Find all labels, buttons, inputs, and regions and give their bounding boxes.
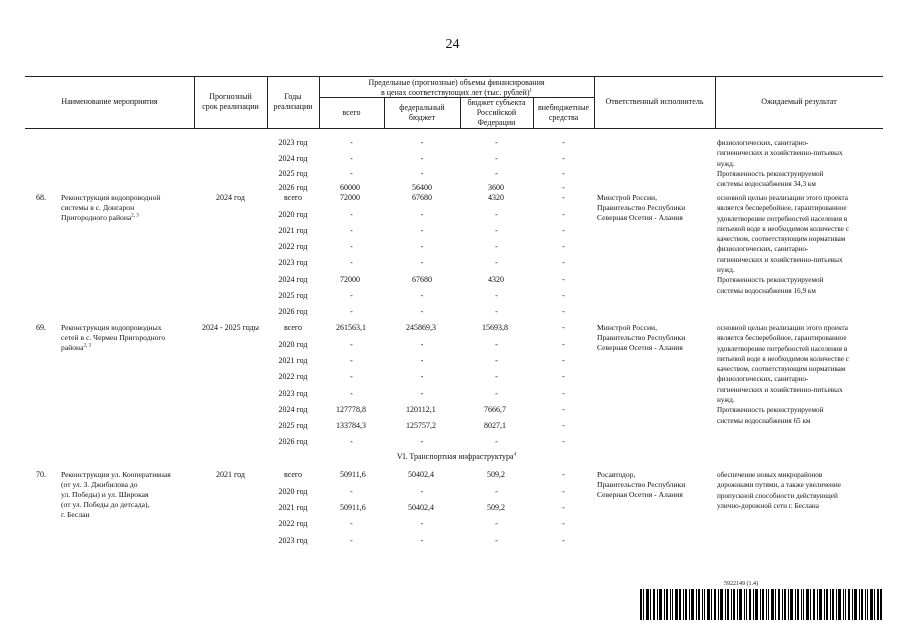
row-total: - — [350, 169, 353, 178]
row-year: 2022 год — [278, 372, 308, 381]
row-regional: - — [495, 519, 498, 528]
row-regional: - — [495, 356, 498, 365]
item-number: 68. — [36, 193, 46, 202]
row-extra: - — [562, 421, 565, 430]
row-extra: - — [562, 487, 565, 496]
header-total: всего — [342, 108, 361, 117]
row-total: - — [350, 372, 353, 381]
row-regional: 15693,8 — [482, 323, 508, 332]
row-regional: - — [495, 291, 498, 300]
row-extra: - — [562, 154, 565, 163]
row-year: 2023 год — [278, 258, 308, 267]
row-regional: 7666,7 — [484, 405, 506, 414]
row-year: 2021 год — [278, 226, 308, 235]
row-regional: - — [495, 242, 498, 251]
row-regional: - — [495, 487, 498, 496]
row-regional: 4320 — [488, 193, 504, 202]
row-year: 2026 год — [278, 183, 308, 192]
row-regional: - — [495, 258, 498, 267]
row-federal: - — [420, 372, 424, 381]
item-result: основной целью реализации этого проекта является бесперебойное, гарантированное удовлетворение потребностей населения в питьевой воде в необходимом количестве с качеством, соответствующим нормативам физиологических, санитарно- гигиенических и хозяйственно-питьевых нужд. Протяженность реконструируемой системы водоснабжения 16,9 км — [717, 194, 849, 295]
row-total: - — [350, 487, 353, 496]
row-federal: 50402,4 — [408, 470, 434, 479]
row-extra: - — [562, 210, 565, 219]
row-regional: - — [495, 210, 498, 219]
row-federal: - — [420, 169, 424, 178]
row-year: 2026 год — [278, 307, 308, 316]
row-year: 2021 год — [278, 356, 308, 365]
row-extra: - — [562, 291, 565, 300]
row-total: - — [350, 210, 353, 219]
row-federal: - — [420, 226, 424, 235]
row-extra: - — [562, 193, 565, 202]
row-regional: - — [495, 437, 498, 446]
row-total: 60000 — [340, 183, 360, 192]
header-years: Годы реализации — [273, 92, 313, 111]
row-year: всего — [283, 323, 302, 332]
item-name: Реконструкция ул. Кооперативная (от ул. З. Джибилова до ул. Победы) и ул. Широкая (от ул. Победы до детсада), г. Беслан — [61, 470, 171, 519]
row-extra: - — [562, 307, 565, 316]
row-federal: - — [420, 389, 424, 398]
barcode-image — [640, 589, 882, 620]
row-federal: 67680 — [412, 275, 432, 284]
row-year: 2020 год — [278, 210, 308, 219]
row-federal: 125757,2 — [406, 421, 436, 430]
row-regional: 3600 — [488, 183, 504, 192]
row-extra: - — [562, 503, 565, 512]
item-executor: Минстрой России, Правительство Республики Северная Осетия - Алания — [597, 323, 686, 352]
row-federal: - — [420, 307, 424, 316]
row-total: - — [350, 437, 353, 446]
row-year: 2025 год — [278, 291, 308, 300]
row-extra: - — [562, 470, 565, 479]
header-federal: федеральный бюджет — [399, 103, 445, 122]
row-federal: 50402,4 — [408, 503, 434, 512]
row-regional: - — [495, 389, 498, 398]
row-extra: - — [562, 437, 565, 446]
row-extra: - — [562, 169, 565, 178]
header-regional: бюджет субъекта Российской Федерации — [467, 98, 526, 127]
item-number: 69. — [36, 323, 46, 332]
row-extra: - — [562, 340, 565, 349]
row-regional: - — [495, 138, 498, 147]
row-total: 133784,3 — [336, 421, 366, 430]
section-heading: VI. Транспортная инфраструктура$^4$ — [396, 452, 517, 461]
header-result: Ожидаемый результат — [761, 97, 837, 106]
row-federal: 120112,1 — [406, 405, 436, 414]
row-extra: - — [562, 389, 565, 398]
row-federal: - — [420, 356, 424, 365]
row-federal: - — [420, 138, 424, 147]
item-term: 2021 год — [216, 470, 245, 479]
item-number: 70. — [36, 470, 46, 479]
row-total: 72000 — [340, 193, 360, 202]
row-year: 2020 год — [278, 340, 308, 349]
row-total: - — [350, 307, 353, 316]
row-regional: 4320 — [488, 275, 504, 284]
row-total: - — [350, 340, 353, 349]
row-year: 2025 год — [278, 169, 308, 178]
row-regional: - — [495, 340, 498, 349]
row-year: 2020 год — [278, 487, 308, 496]
row-federal: - — [420, 258, 424, 267]
row-regional: - — [495, 307, 498, 316]
row-total: 72000 — [340, 275, 360, 284]
item-name: Реконструкция водопроводной системы в с. Донгарон Пригородного района$^{2, 3}$ — [61, 193, 161, 222]
row-year: 2021 год — [278, 503, 308, 512]
table-top-border — [25, 76, 883, 77]
continuation-result: физиологических, санитарно- гигиенических и хозяйственно-питьевых нужд. Протяженность реконструируемой системы водоснабжения 34,3 км — [717, 139, 843, 189]
row-total: 50911,6 — [340, 503, 366, 512]
row-federal: - — [420, 210, 424, 219]
row-total: - — [350, 291, 353, 300]
row-total: 50911,6 — [340, 470, 366, 479]
row-year: 2024 год — [278, 275, 308, 284]
row-year: 2024 год — [278, 405, 308, 414]
row-federal: - — [420, 487, 424, 496]
table-header-bottom-border — [25, 128, 883, 129]
row-year: 2024 год — [278, 154, 308, 163]
row-total: - — [350, 536, 353, 545]
row-federal: 245869,3 — [406, 323, 436, 332]
row-federal: - — [420, 242, 424, 251]
item-term: 2024 - 2025 годы — [202, 323, 259, 332]
row-year: всего — [283, 193, 302, 202]
row-year: 2022 год — [278, 519, 308, 528]
item-term: 2024 год — [216, 193, 245, 202]
row-federal: - — [420, 437, 424, 446]
row-regional: 509,2 — [487, 470, 505, 479]
row-year: 2023 год — [278, 536, 308, 545]
row-regional: 8027,1 — [484, 421, 506, 430]
row-extra: - — [562, 275, 565, 284]
row-year: 2025 год — [278, 421, 308, 430]
row-total: - — [350, 389, 353, 398]
row-federal: - — [420, 519, 424, 528]
row-extra: - — [562, 356, 565, 365]
row-total: - — [350, 226, 353, 235]
row-federal: 56400 — [412, 183, 432, 192]
header-name: Наименование мероприятия — [61, 97, 158, 106]
row-year: 2023 год — [278, 138, 308, 147]
row-regional: - — [495, 536, 498, 545]
row-total: - — [350, 138, 353, 147]
header-funding: Предельные (прогнозные) объемы финансирования в ценах соответствующих лет (тыс. рублей)$^1$ — [368, 78, 545, 97]
row-regional: 509,2 — [487, 503, 505, 512]
row-extra: - — [562, 323, 565, 332]
page-number: 24 — [445, 37, 460, 52]
row-year: всего — [283, 470, 302, 479]
row-year: 2023 год — [278, 389, 308, 398]
row-regional: - — [495, 154, 498, 163]
row-total: 261563,1 — [336, 323, 366, 332]
row-extra: - — [562, 405, 565, 414]
row-extra: - — [562, 519, 565, 528]
item-name: Реконструкция водопроводных сетей в с. Чермен Пригородного района$^{2, 3}$ — [61, 323, 166, 352]
header-executor: Ответственный исполнитель — [605, 97, 704, 106]
header-extra: внебюджетные средства — [538, 103, 589, 122]
barcode-label: 5922149 (1.4) — [724, 581, 758, 587]
item-executor: Минстрой России, Правительство Республики Северная Осетия - Алания — [597, 193, 686, 222]
row-federal: - — [420, 291, 424, 300]
row-federal: - — [420, 154, 424, 163]
row-year: 2026 год — [278, 437, 308, 446]
row-federal: 67680 — [412, 193, 432, 202]
row-total: - — [350, 258, 353, 267]
row-extra: - — [562, 138, 565, 147]
row-extra: - — [562, 242, 565, 251]
row-extra: - — [562, 536, 565, 545]
row-federal: - — [420, 340, 424, 349]
row-extra: - — [562, 258, 565, 267]
row-federal: - — [420, 536, 424, 545]
item-executor: Росавтодор, Правительство Республики Северная Осетия - Алания — [597, 470, 686, 499]
header-term: Прогнозный срок реализации — [202, 92, 259, 111]
item-result: основной целью реализации этого проекта является бесперебойное, гарантированное удовлетворение потребностей населения в питьевой воде в необходимом количестве с качеством, соответствующим нормативам физиологических, санитарно- гигиенических и хозяйственно-питьевых нужд. Протяженность реконструируемой системы водоснабжения 65 км — [717, 324, 849, 425]
row-total: 127778,8 — [336, 405, 366, 414]
row-total: - — [350, 242, 353, 251]
row-total: - — [350, 356, 353, 365]
row-extra: - — [562, 372, 565, 381]
row-extra: - — [562, 226, 565, 235]
row-total: - — [350, 154, 353, 163]
row-regional: - — [495, 169, 498, 178]
row-regional: - — [495, 372, 498, 381]
row-total: - — [350, 519, 353, 528]
item-result: обеспечение новых микрорайонов дорожными путями, а также увеличение пропускной способности действующей улично-дорожной сети г. Беслана — [717, 471, 841, 510]
row-year: 2022 год — [278, 242, 308, 251]
row-extra: - — [562, 183, 565, 192]
row-regional: - — [495, 226, 498, 235]
